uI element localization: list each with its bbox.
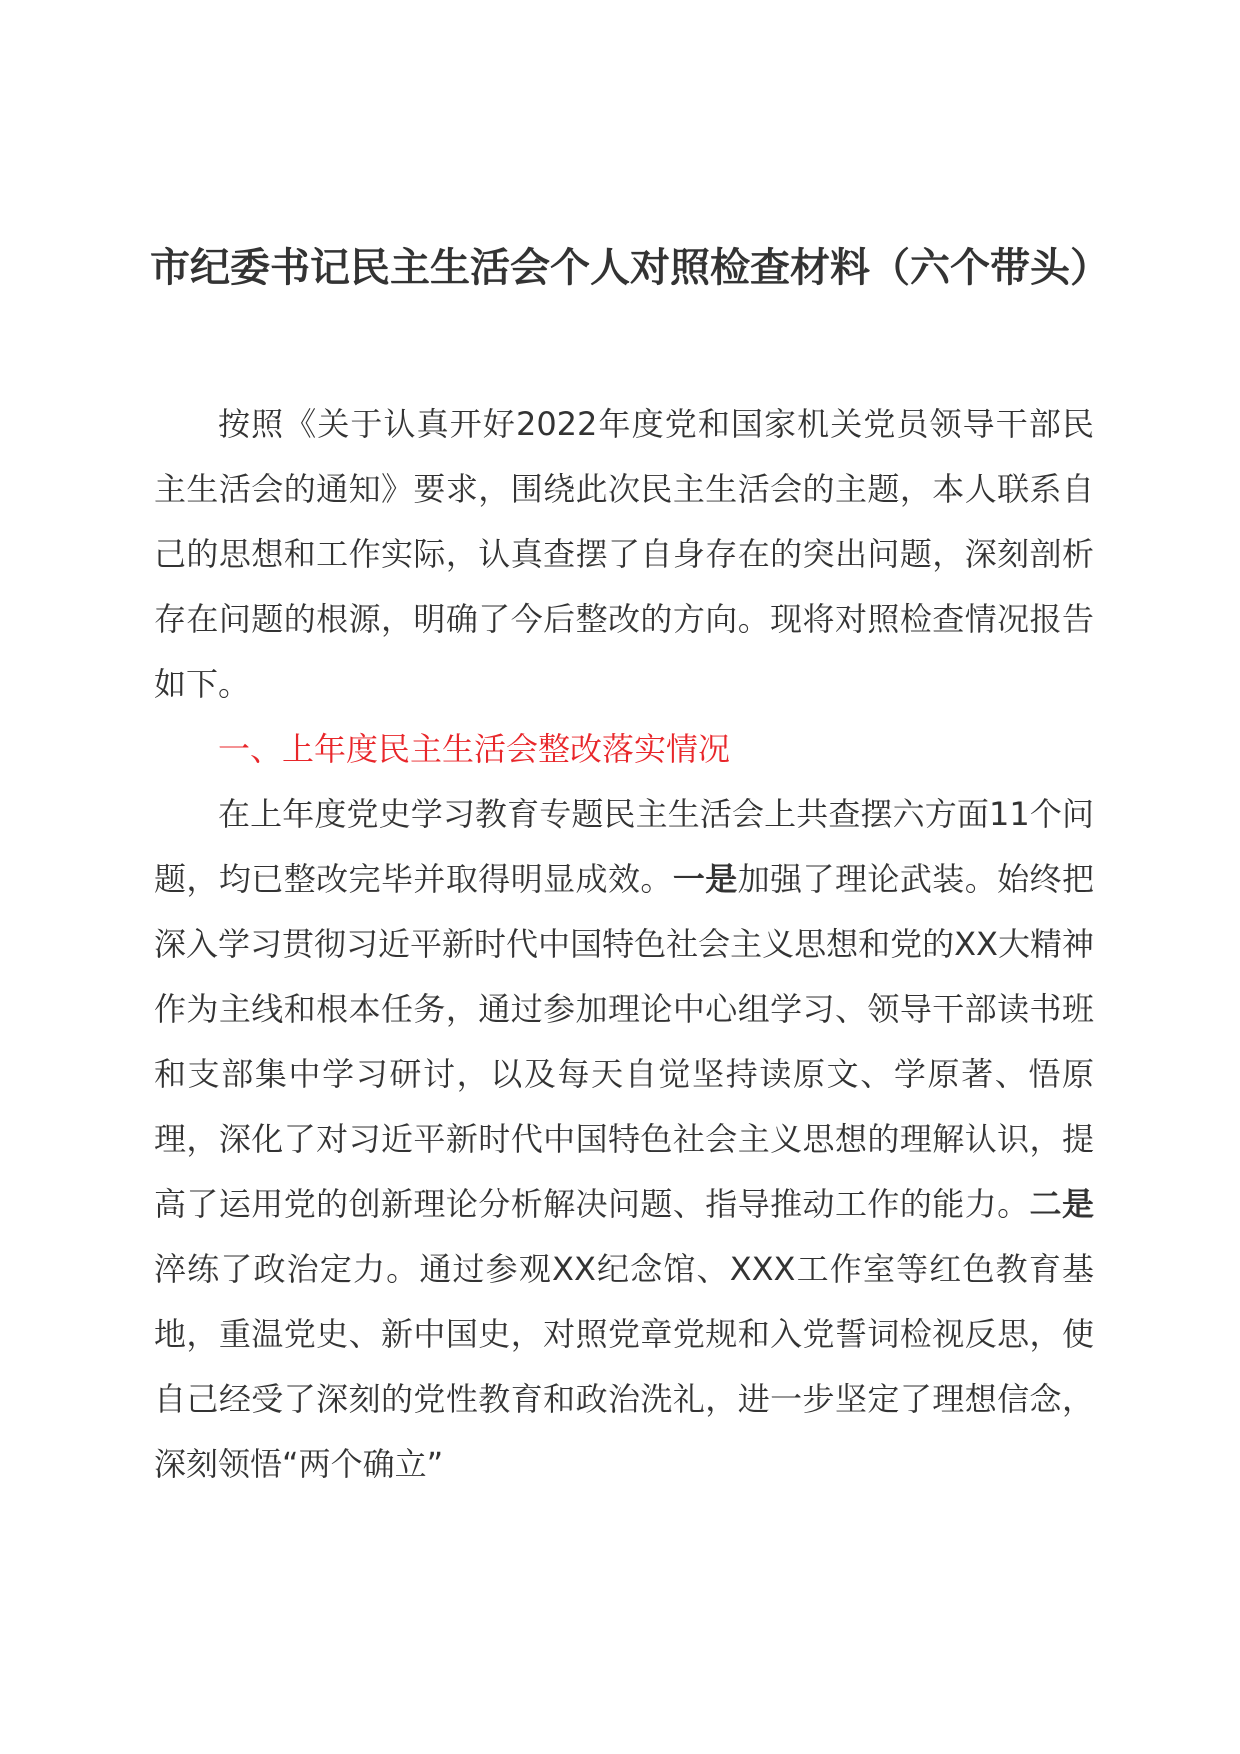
paragraph-text: 加强了理论武装。始终把深入学习贯彻习近平新时代中国特色社会主义思想和党的XX大精神作为主线和根本任务，通过参加理论中心组学习、领导干部读书班和支部集中学习研讨，以及每天自觉坚持读原文、学原著、悟原理，深化了对习近平新时代中国特色社会主义思想的理解认识，提高了运用党的创新理论分析解决问题、指导推动工作的能力。 [154,860,1094,1223]
document-body [154,392,1094,1497]
document-title: 市纪委书记民主生活会个人对照检查材料（六个带头） [150,245,1110,291]
section-heading: 一、上年度民主生活会整改落实情况 [218,730,731,768]
intro-paragraph: 按照《关于认真开好2022年度党和国家机关党员领导干部民主生活会的通知》要求，围绕此次民主生活会的主题，本人联系自己的思想和工作实际，认真查摆了自身存在的突出问题，深刻剖析存在问题的根源，明确了今后整改的方向。现将对照检查情况报告如下。 [154,405,1094,703]
paragraph-text: 在上年度党史学习教育专题民主生活会上共查摆六方面11个问题，均已整改完毕并取得明显成效。 [154,795,1094,898]
section-paragraph [154,782,1094,1497]
paragraph-text: 淬练了政治定力。通过参观XX纪念馆、XXX工作室等红色教育基地，重温党史、新中国史，对照党章党规和入党誓词检视反思，使自己经受了深刻的党性教育和政治洗礼，进一步坚定了理想信念，深刻领悟“两个确立” [154,1250,1094,1483]
point-label: 一是 [672,860,738,898]
point-label: 二是 [1029,1185,1094,1223]
